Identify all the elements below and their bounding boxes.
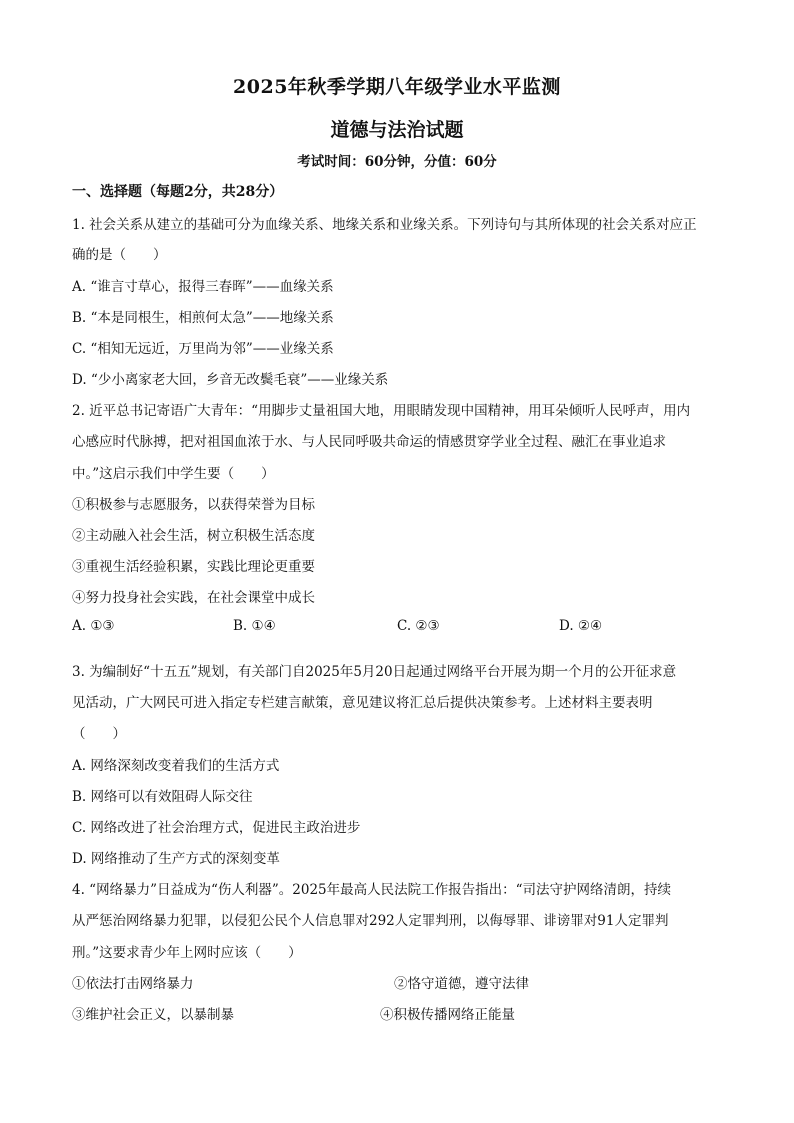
q2-stem-line: 心感应时代脉搏，把对祖国血浓于水、与人民同呼吸共命运的情感贯穿学业全过程、融汇在事业追求 — [72, 434, 666, 450]
q1-option-b: B. “本是同根生，相煎何太急”——地缘关系 — [72, 310, 334, 326]
exam-subtitle: 道德与法治试题 — [330, 119, 464, 141]
q2-item: ②主动融入社会生活，树立积极生活态度 — [72, 528, 315, 544]
q3-option-a: A. 网络深刻改变着我们的生活方式 — [72, 758, 280, 774]
q3-option-b: B. 网络可以有效阻碍人际交往 — [72, 789, 253, 805]
q4-item: ③维护社会正义，以暴制暴 — [72, 1007, 234, 1023]
q2-choice-d: D. ②④ — [559, 618, 603, 634]
q4-stem-line: 从严惩治网络暴力犯罪，以侵犯公民个人信息罪对292人定罪判刑，以侮辱罪、诽谤罪对91人定罪判 — [72, 913, 669, 929]
q4-stem-line: 刑。”这要求青少年上网时应该（ ） — [72, 945, 302, 961]
q3-option-c: C. 网络改进了社会治理方式，促进民主政治进步 — [72, 820, 361, 836]
q1-option-d: D. “少小离家老大回，乡音无改鬓毛衰”——业缘关系 — [72, 372, 389, 388]
q2-choice-a: A. ①③ — [72, 618, 115, 634]
q3-stem-line: （ ） — [72, 726, 126, 742]
q2-item: ④努力投身社会实践，在社会课堂中成长 — [72, 590, 315, 606]
q4-item: ②恪守道德，遵守法律 — [394, 976, 529, 992]
q1-option-a: A. “谁言寸草心，报得三春晖”——血缘关系 — [72, 279, 334, 295]
q4-item: ①依法打击网络暴力 — [72, 976, 194, 992]
q3-stem-line: 见活动，广大网民可进入指定专栏建言献策，意见建议将汇总后提供决策参考。上述材料主要表明 — [72, 695, 653, 711]
q2-item: ③重视生活经验积累，实践比理论更重要 — [72, 559, 315, 575]
exam-info: 考试时间：60分钟，分值：60分 — [297, 154, 497, 170]
q2-choice-b: B. ①④ — [233, 618, 276, 634]
q1-stem-line: 1. 社会关系从建立的基础可分为血缘关系、地缘关系和业缘关系。下列诗句与其所体现的社会关系对应正 — [72, 217, 697, 233]
q2-item: ①积极参与志愿服务，以获得荣誉为目标 — [72, 497, 315, 513]
q1-stem-line: 确的是（ ） — [72, 247, 167, 263]
section-heading: 一、选择题（每题2分，共28分） — [72, 184, 284, 200]
q2-stem-line: 2. 近平总书记寄语广大青年：“用脚步丈量祖国大地，用眼睛发现中国精神，用耳朵倾听人民呼声，用内 — [72, 403, 691, 419]
q4-item: ④积极传播网络正能量 — [380, 1007, 515, 1023]
q2-choice-c: C. ②③ — [397, 618, 440, 634]
q2-stem-line: 中。”这启示我们中学生要（ ） — [72, 466, 275, 482]
q1-option-c: C. “相知无远近，万里尚为邻”——业缘关系 — [72, 341, 334, 357]
q3-option-d: D. 网络推动了生产方式的深刻变革 — [72, 851, 280, 867]
q3-stem-line: 3. 为编制好“十五五”规划，有关部门自2025年5月20日起通过网络平台开展为期一个月的公开征求意 — [72, 664, 677, 680]
exam-title: 2025年秋季学期八年级学业水平监测 — [233, 76, 561, 98]
q4-stem-line: 4. “网络暴力”日益成为“伤人利器”。2025年最高人民法院工作报告指出：“司法守护网络清朗，持续 — [72, 882, 672, 898]
